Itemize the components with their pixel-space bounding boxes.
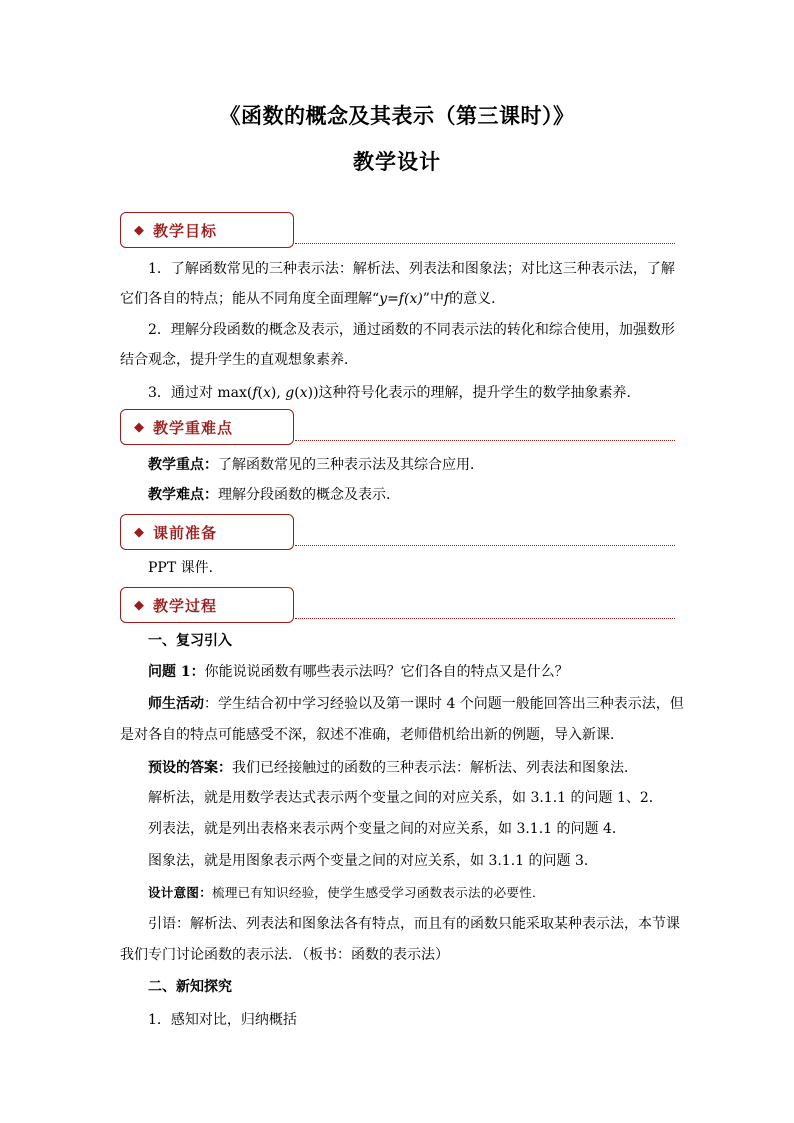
document-subtitle: 教学设计 — [353, 149, 441, 174]
section-header-process — [120, 587, 294, 623]
section-divider — [295, 440, 675, 441]
focus-line: 教学重点：了解函数常见的三种表示法及其综合应用． — [148, 457, 484, 473]
part-1-heading: 一、复习引入 — [148, 633, 232, 649]
diamond-icon: ◆ — [134, 419, 144, 435]
subsection-1: 1．感知对比，归纳概括 — [148, 1012, 297, 1028]
diamond-icon: ◆ — [134, 222, 144, 238]
section-label: 课前准备 — [153, 523, 218, 542]
difficulty-line: 教学难点：理解分段函数的概念及表示． — [148, 487, 400, 503]
diamond-icon: ◆ — [134, 524, 144, 540]
intro-line-2: 我们专门讨论函数的表示法．（板书：函数的表示法） — [120, 947, 449, 963]
goal-2-line-2: 结合观念，提升学生的直观想象素养． — [120, 352, 358, 368]
analytic-method: 解析法，就是用数学表达式表示两个变量之间的对应关系，如 3.1.1 的问题 1、2． — [148, 790, 663, 806]
part-2-heading: 二、新知探究 — [148, 979, 232, 995]
section-divider — [295, 243, 675, 244]
preset-answer: 预设的答案：我们已经接触过的函数的三种表示法：解析法、列表法和图象法． — [148, 760, 638, 776]
section-label: 教学过程 — [153, 596, 218, 615]
section-header-goals — [120, 212, 294, 248]
graph-method: 图象法，就是用图象表示两个变量之间的对应关系，如 3.1.1 的问题 3． — [148, 853, 598, 869]
question-1: 问题 1：你能说说函数有哪些表示法吗？它们各自的特点又是什么？ — [148, 664, 569, 680]
goal-2-line-1: 2．理解分段函数的概念及表示，通过函数的不同表示法的转化和综合使用，加强数形 — [148, 322, 675, 338]
design-intent: 设计意图：梳理已有知识经验，使学生感受学习函数表示法的必要性． — [148, 885, 545, 900]
activity-line-2: 是对各自的特点可能感受不深，叙述不准确，老师借机给出新的例题，导入新课． — [120, 727, 624, 743]
section-divider — [295, 545, 675, 546]
section-label: 教学目标 — [153, 221, 218, 240]
section-divider — [295, 618, 675, 619]
goal-1-line-2: 它们各自的特点；能从不同角度全面理解“y=f(x)”中f的意义． — [120, 291, 506, 307]
diamond-icon: ◆ — [134, 597, 144, 613]
section-header-key-points — [120, 409, 294, 445]
goal-3: 3．通过对 max(f(x), g(x))这种符号化表示的理解，提升学生的数学抽象素养． — [148, 385, 641, 401]
section-label: 教学重难点 — [153, 418, 234, 437]
section-header-preparation — [120, 514, 294, 550]
preparation-text: PPT 课件． — [148, 560, 223, 576]
document-title: 《函数的概念及其表示（第三课时）》 — [219, 103, 575, 128]
intro-line-1: 引语：解析法、列表法和图象法各有特点，而且有的函数只能采取某种表示法，本节课 — [148, 916, 680, 932]
table-method: 列表法，就是列出表格来表示两个变量之间的对应关系，如 3.1.1 的问题 4． — [148, 821, 626, 837]
goal-1-line-1: 1．了解函数常见的三种表示法：解析法、列表法和图象法；对比这三种表示法，了解 — [148, 261, 675, 277]
activity-line-1: 师生活动：学生结合初中学习经验以及第一课时 4 个问题一般能回答出三种表示法，但 — [148, 696, 684, 712]
